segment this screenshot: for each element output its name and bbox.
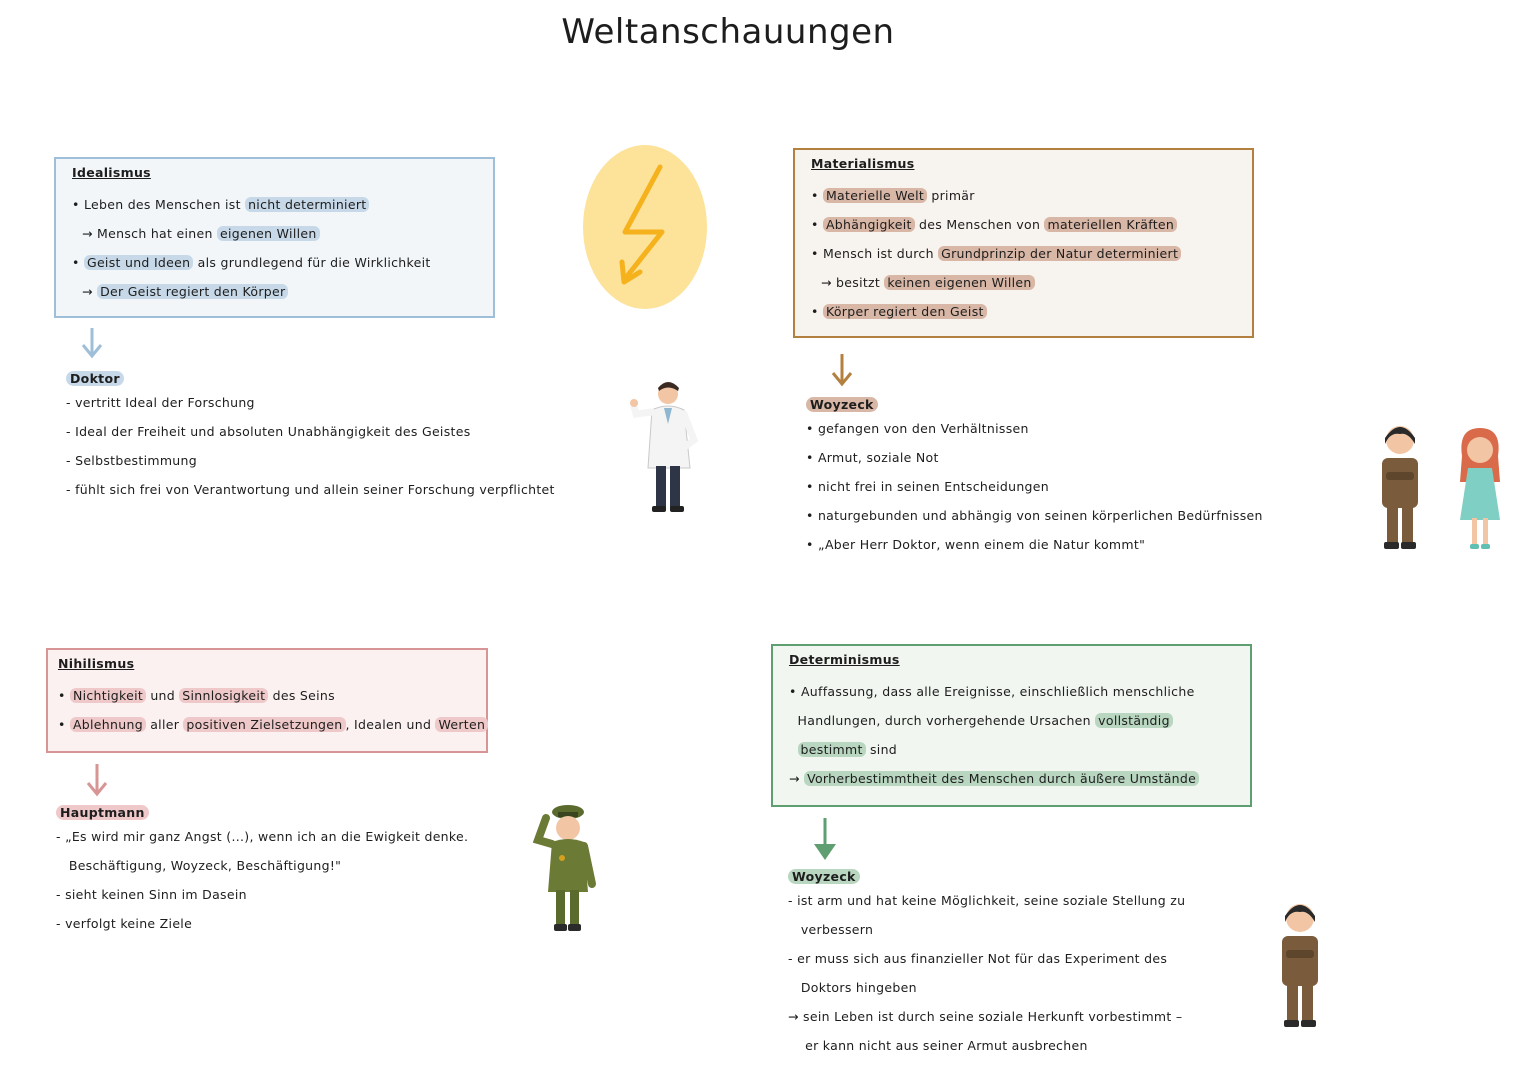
woyzeck-title-2: Woyzeck [788,869,860,884]
arrow-down-icon [80,326,104,360]
nihilismus-line-1: • Nichtigkeit und Sinnlosigkeit des Seins [58,688,335,703]
woyzeck2-line-5: → sein Leben ist durch seine soziale Herkunft vorbestimmt – [788,1009,1183,1024]
lightning-bolt-icon [580,142,710,312]
woyzeck2-line-2: verbessern [788,922,874,937]
hauptmann-line-2: Beschäftigung, Woyzeck, Beschäftigung!" [56,858,342,873]
woyzeck2-line-6: er kann nicht aus seiner Armut ausbrechen [788,1038,1088,1053]
soldier-figure-icon [1372,420,1428,552]
idealismus-line-4: → Der Geist regiert den Körper [72,277,477,306]
determinismus-line-1: • Auffassung, dass alle Ereignisse, einschließlich menschliche [789,684,1195,699]
woyzeck2-line-4: Doktors hingeben [788,980,917,995]
determinismus-box [771,644,1252,807]
woyzeck1-line-5: • „Aber Herr Doktor, wenn einem die Natur kommt" [806,537,1146,552]
woyzeck-title-1: Woyzeck [806,397,878,412]
woyzeck1-line-2: • Armut, soziale Not [806,450,939,465]
nihilismus-line-2: • Ablehnung aller positiven Zielsetzungen , Idealen und Werten [58,710,470,739]
hauptmann-line-4: - verfolgt keine Ziele [56,916,193,931]
captain-figure-icon [532,800,598,934]
determinismus-line-3: bestimmt sind [789,735,1234,764]
arrow-down-icon [830,352,854,388]
hauptmann-line-3: - sieht keinen Sinn im Dasein [56,887,247,902]
idealismus-title: Idealismus [72,165,151,180]
doktor-line-1: - vertritt Ideal der Forschung [66,395,255,410]
materialismus-title: Materialismus [811,156,915,171]
idealismus-line-3: • Geist und Ideen als grundlegend für die Wirklichkeit [72,255,431,270]
arrow-down-icon [810,816,840,862]
arrow-down-icon [85,762,109,798]
nihilismus-title: Nihilismus [58,656,135,671]
woyzeck1-line-1: • gefangen von den Verhältnissen [806,421,1029,436]
doktor-section [66,368,555,504]
doktor-line-2: - Ideal der Freiheit und absoluten Unabhängigkeit des Geistes [66,424,471,439]
woyzeck1-line-4: • naturgebunden und abhängig von seinen körperlichen Bedürfnissen [806,508,1263,523]
materialismus-line-1: • Materielle Welt primär [811,188,975,203]
idealismus-line-1: • Leben des Menschen ist nicht determiniert [72,190,477,219]
materialismus-line-2: • Abhängigkeit des Menschen von materiellen Kräften [811,210,1236,239]
woyzeck1-line-3: • nicht frei in seinen Entscheidungen [806,479,1049,494]
materialismus-line-3: • Mensch ist durch Grundprinzip der Natur determiniert [811,239,1236,268]
woyzeck-section-2 [788,866,1185,1060]
girl-figure-icon [1454,426,1506,554]
doktor-line-3: - Selbstbestimmung [66,453,197,468]
doktor-title: Doktor [66,371,124,386]
woyzeck2-line-1: - ist arm und hat keine Möglichkeit, seine soziale Stellung zu [788,893,1186,908]
woyzeck-section-1 [806,394,1263,559]
woyzeck2-line-3: - er muss sich aus finanzieller Not für das Experiment des [788,951,1168,966]
determinismus-line-2: Handlungen, durch vorhergehende Ursachen vollständig [789,706,1234,735]
doctor-figure-icon [628,376,704,516]
soldier-figure-icon [1272,898,1328,1030]
doktor-line-4: - fühlt sich frei von Verantwortung und allein seiner Forschung verpflichtet [66,482,555,497]
determinismus-line-4: → Vorherbestimmtheit des Menschen durch äußere Umstände [789,764,1234,793]
materialismus-line-4: → besitzt keinen eigenen Willen [811,268,1236,297]
hauptmann-line-1: - „Es wird mir ganz Angst (...), wenn ich an die Ewigkeit denke. [56,829,469,844]
page-title: Weltanschauungen [561,12,895,52]
idealismus-box [54,157,495,318]
hauptmann-section [56,802,468,938]
idealismus-line-2: → Mensch hat einen eigenen Willen [72,219,477,248]
materialismus-box [793,148,1254,338]
determinismus-title: Determinismus [789,652,900,667]
nihilismus-box [46,648,488,753]
materialismus-line-5: • Körper regiert den Geist [811,297,1236,326]
hauptmann-title: Hauptmann [56,805,149,820]
